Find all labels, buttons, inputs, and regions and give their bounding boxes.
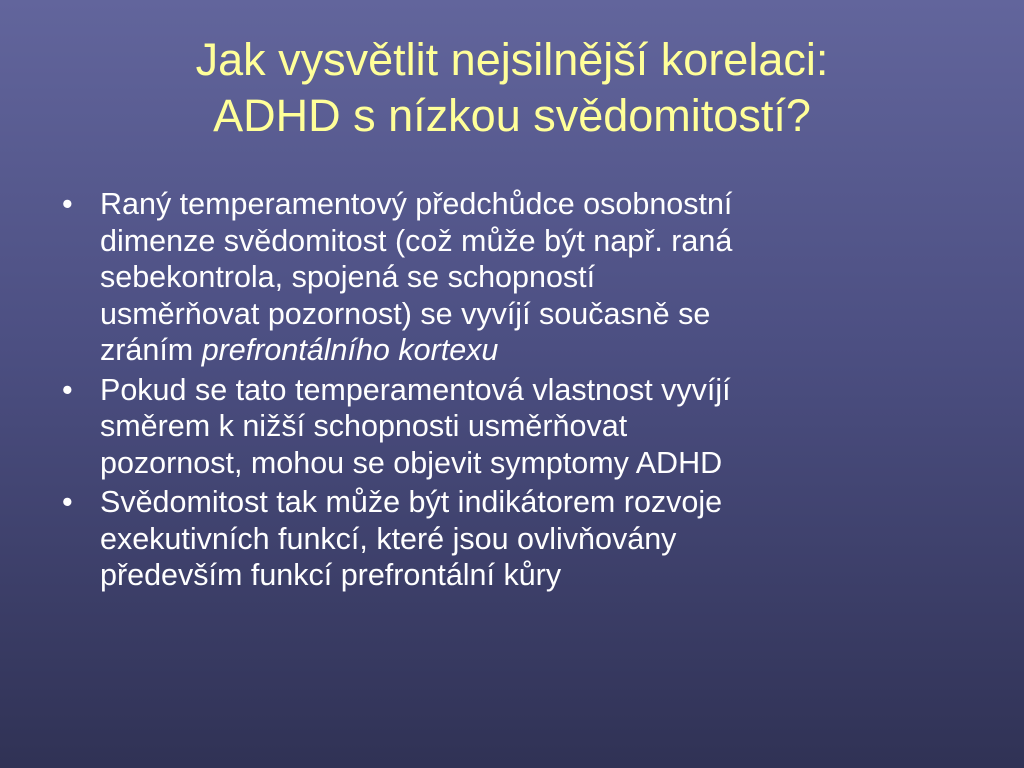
title-line: Jak vysvětlit nejsilnější korelaci: [195,34,829,85]
slide-title [60,32,964,144]
bullet-line: Svědomitost tak může být indikátorem rozvoje [100,485,723,519]
bullet-line: dimenze svědomitost (což může být např. raná [100,223,733,258]
bullet-item [58,186,963,369]
bullet-line: Pokud se tato temperamentová vlastnost vyvíjí [100,372,731,407]
bullet-item [58,372,963,482]
bullet-marker: • [62,485,73,519]
bullet-list [58,186,963,597]
bullet-line: pozornost, mohou se objevit symptomy ADHD [100,445,723,480]
bullet-line: Raný temperamentový předchůdce osobnostní [100,187,733,221]
bullet-text-italic: prefrontálního kortexu [201,333,499,367]
bullet-line: usměrňovat pozornost) se vyvíjí současně se [100,296,711,331]
bullet-marker: • [62,187,73,221]
bullet-line: sebekontrola, spojená se schopností [100,260,596,294]
bullet-item [58,484,963,594]
title-line: ADHD s nízkou svědomitostí? [213,90,811,141]
bullet-line: směrem k nižší schopnosti usměrňovat [100,409,628,443]
bullet-line [100,332,963,369]
bullet-line: exekutivních funkcí, které jsou ovlivňovány [100,521,677,556]
bullet-text-plain: zráním [100,333,202,367]
bullet-line: především funkcí prefrontální kůry [100,558,562,592]
bullet-marker: • [62,372,73,407]
